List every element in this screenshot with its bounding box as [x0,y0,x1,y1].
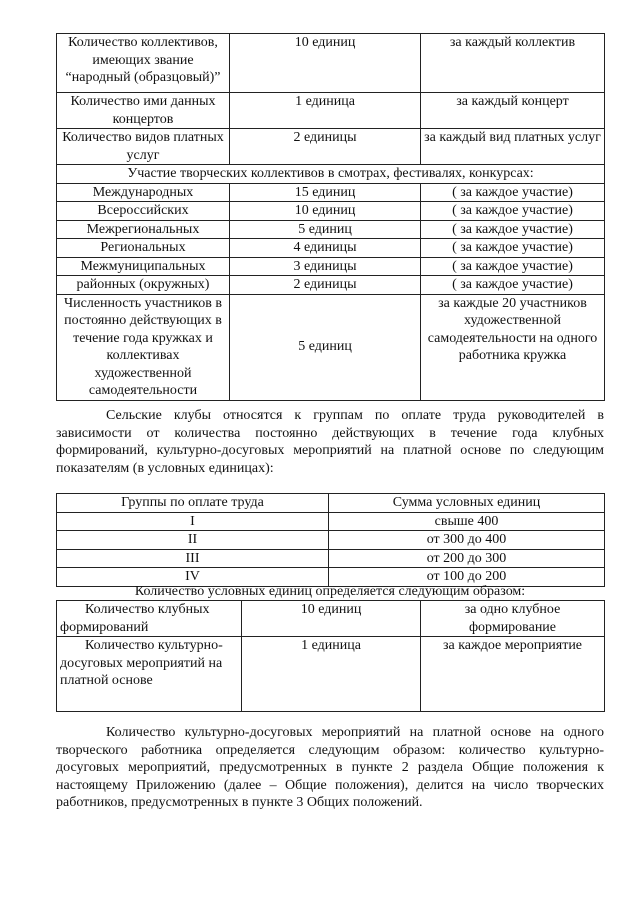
criterion-cell: Международных [57,183,230,202]
units-caption: Количество условных единиц определяется следующим образом: [134,584,526,599]
units-cell: 10 единиц [230,202,421,221]
basis-cell: за одно клубное формирование [421,601,605,637]
basis-cell: за каждые 20 участников художественной самодеятельности на одного работника кружка [421,294,605,400]
criterion-cell: Количество культурно-досуговых мероприятий на платной основе [57,637,242,712]
group-cell: III [57,549,329,568]
table-row [57,531,605,550]
paragraph-club-groups: Сельские клубы относятся к группам по оплате труда руководителей в зависимости от количества постоянно действующих в течение года клубных формирований, культурно-досуговых мероприятий на платной основе по следующим показателям (в условных единицах): [56,408,604,476]
table-row [57,220,605,239]
unit-criteria-table [56,33,605,401]
units-cell: 5 единиц [230,294,421,400]
basis-cell: ( за каждое участие) [421,183,605,202]
group-cell: I [57,512,329,531]
table-row [57,637,605,712]
sum-cell: от 100 до 200 [329,568,605,587]
criterion-cell: Всероссийских [57,202,230,221]
criterion-cell: районных (окружных) [57,276,230,295]
table-row [57,202,605,221]
sum-cell: от 200 до 300 [329,549,605,568]
basis-cell: ( за каждое участие) [421,220,605,239]
participation-heading: Участие творческих коллективов в смотрах, фестивалях, конкурсах: [57,165,605,184]
basis-cell: ( за каждое участие) [421,239,605,258]
units-cell: 4 единицы [230,239,421,258]
criterion-cell: Численность участников в постоянно действующих в течение года кружках и коллективах художественной самодеятельности [57,294,230,400]
table-row [57,549,605,568]
basis-cell: ( за каждое участие) [421,202,605,221]
units-cell: 15 единиц [230,183,421,202]
units-cell: 3 единицы [230,257,421,276]
criterion-cell: Межмуниципальных [57,257,230,276]
criterion-cell: Количество коллективов, имеющих звание “народный (образцовый)” [57,34,230,93]
group-cell: II [57,531,329,550]
table-row [57,239,605,258]
pay-groups-table [56,493,605,587]
table-row [57,512,605,531]
paragraph-events-per-worker: Количество культурно-досуговых мероприятий на платной основе на одного творческого работника определяется следующим образом: количество культурно-досуговых мероприятий, предусмотренных в пункте 2 раздела Общие положения к настоящему Приложению (далее – Общие положения), делится на число творческих работников, предусмотренных в пункте 3 Общих положений. [56,725,604,810]
header-group: Группы по оплате труда [57,494,329,513]
group-cell: IV [57,568,329,587]
units-cell: 5 единиц [230,220,421,239]
table-row [57,294,605,400]
table-row [57,601,605,637]
basis-cell: ( за каждое участие) [421,257,605,276]
criterion-cell: Региональных [57,239,230,258]
criterion-cell: Количество ими данных концертов [57,93,230,129]
table-row [57,257,605,276]
table-span-row [57,165,605,184]
units-cell: 10 единиц [242,601,421,637]
table-row [57,34,605,93]
table-row [57,129,605,165]
sum-cell: свыше 400 [329,512,605,531]
header-sum: Сумма условных единиц [329,494,605,513]
units-cell: 10 единиц [230,34,421,93]
basis-cell: за каждое мероприятие [421,637,605,712]
table-row [57,93,605,129]
units-cell: 1 единица [242,637,421,712]
sum-cell: от 300 до 400 [329,531,605,550]
basis-cell: за каждый коллектив [421,34,605,93]
club-units-table [56,600,605,712]
criterion-cell: Количество видов платных услуг [57,129,230,165]
units-cell: 1 единица [230,93,421,129]
table-row [57,183,605,202]
units-cell: 2 единицы [230,276,421,295]
table-header-row [57,494,605,513]
basis-cell: ( за каждое участие) [421,276,605,295]
units-cell: 2 единицы [230,129,421,165]
basis-cell: за каждый вид платных услуг [421,129,605,165]
criterion-cell: Межрегиональных [57,220,230,239]
basis-cell: за каждый концерт [421,93,605,129]
criterion-cell: Количество клубных формирований [57,601,242,637]
table-row [57,276,605,295]
